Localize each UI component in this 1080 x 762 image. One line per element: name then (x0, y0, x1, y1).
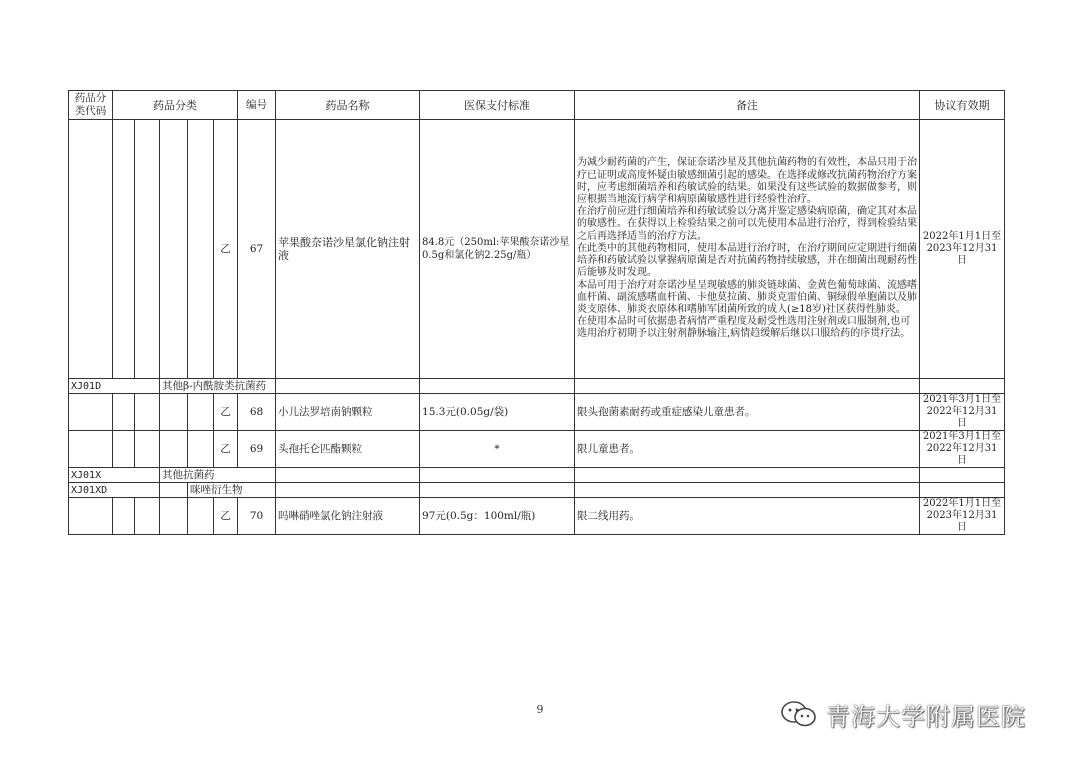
watermark (778, 697, 1026, 731)
validity-end: 2022年12月31日 (926, 443, 998, 466)
item-name: 小儿法罗培南钠颗粒 (276, 394, 420, 431)
header-standard: 医保支付标准 (420, 91, 575, 120)
drug-catalog-table (68, 90, 1005, 535)
validity-end: 2023年12月31日 (926, 243, 998, 266)
table-row-item68 (69, 394, 1005, 431)
validity-start: 2021年3月1日至 (922, 431, 1002, 442)
table-row-section-xj01d (69, 379, 1005, 394)
section-code: XJ01D (69, 379, 160, 394)
section-code: XJ01XD (69, 483, 160, 498)
item-number: 69 (238, 431, 276, 468)
item-standard: * (420, 431, 575, 468)
item-standard: 84.8元（250ml:苹果酸奈诺沙星0.5g和氯化钠2.25g/瓶） (420, 120, 575, 379)
wechat-icon (778, 699, 820, 729)
section-title: 其他β-内酰胺类抗菌药 (160, 379, 276, 394)
table-row-item69 (69, 431, 1005, 468)
header-number: 编号 (238, 91, 276, 120)
item-standard: 15.3元(0.05g/袋) (420, 394, 575, 431)
validity-end: 2023年12月31日 (926, 510, 998, 533)
header-validity: 协议有效期 (920, 91, 1005, 120)
header-name: 药品名称 (276, 91, 420, 120)
item-name: 吗啉硝唑氯化钠注射液 (276, 498, 420, 535)
validity-end: 2022年12月31日 (926, 406, 998, 429)
section-title: 咪唑衍生物 (188, 483, 276, 498)
item-standard: 97元(0.5g：100ml/瓶) (420, 498, 575, 535)
table-header-row (69, 91, 1005, 120)
remark-paragraph: 本品可用于治疗对奈诺沙星呈现敏感的肺炎链球菌、金黄色葡萄球菌、流感嗜血杆菌、副流感嗜血杆菌、卡他莫拉菌、肺炎克雷伯菌、铜绿假单胞菌以及肺炎支原体、肺炎衣原体和嗜肺军团菌所致的成人(≥18岁)社区获得性肺炎。 (577, 279, 918, 315)
header-remark: 备注 (575, 91, 920, 120)
header-code: 药品分类代码 (69, 91, 113, 120)
page-number: 9 (536, 703, 544, 716)
table-row-section-xj01x (69, 468, 1005, 483)
table-row-section-xj01xd (69, 483, 1005, 498)
validity-start: 2022年1月1日至 (922, 498, 1002, 509)
item-grade: 乙 (214, 431, 238, 468)
item-remark (575, 120, 920, 379)
remark-paragraph: 在此类中的其他药物相同，使用本品进行治疗时，在治疗期间应定期进行细菌培养和药敏试验以掌握病原菌是否对抗菌药物持续敏感，并在细菌出现耐药性后能够及时发现。 (577, 242, 918, 279)
item-validity (920, 431, 1005, 468)
item-grade: 乙 (214, 394, 238, 431)
validity-start: 2022年1月1日至 (922, 231, 1002, 242)
section-code: XJ01X (69, 468, 160, 483)
remark-paragraph: 在使用本品时可依据患者病情严重程度及耐受性选用注射剂或口服制剂,也可选用治疗初期予以注射剂静脉输注,病情趋缓解后继以口服给药的序贯疗法。 (577, 316, 911, 340)
item-name: 苹果酸奈诺沙星氯化钠注射液 (276, 120, 420, 379)
table-row-item70 (69, 498, 1005, 535)
item-number: 68 (238, 394, 276, 431)
item-validity (920, 394, 1005, 431)
item-remark: 限头孢菌素耐药或重症感染儿童患者。 (575, 394, 920, 431)
remark-paragraph: 为减少耐药菌的产生，保证奈诺沙星及其他抗菌药物的有效性，本品只用于治疗已证明或高度怀疑由敏感细菌引起的感染。在选择或修改抗菌药物治疗方案时，应考虑细菌培养和药敏试验的结果。如果没有这些试验的数据做参考，则应根据当地流行病学和病原菌敏感性进行经验性治疗。 (577, 157, 918, 206)
item-validity (920, 498, 1005, 535)
validity-start: 2021年3月1日至 (922, 394, 1002, 405)
remark-paragraph: 在治疗前应进行细菌培养和药敏试验以分离并鉴定感染病原菌，确定其对本品的敏感性。在获得以上检验结果之前可以先使用本品进行治疗，得到检验结果之后再选择适当的治疗方法。 (577, 206, 918, 242)
item-grade: 乙 (214, 498, 238, 535)
item-number: 70 (238, 498, 276, 535)
watermark-text: 青海大学附属医院 (826, 702, 1026, 731)
item-number: 67 (238, 120, 276, 379)
item-name: 头孢托仑匹酯颗粒 (276, 431, 420, 468)
table-row-item67 (69, 120, 1005, 379)
item-grade: 乙 (214, 120, 238, 379)
section-title: 其他抗菌药 (160, 468, 276, 483)
item-remark: 限儿童患者。 (575, 431, 920, 468)
item-remark: 限二线用药。 (575, 498, 920, 535)
item-validity (920, 120, 1005, 379)
header-category: 药品分类 (113, 91, 238, 120)
